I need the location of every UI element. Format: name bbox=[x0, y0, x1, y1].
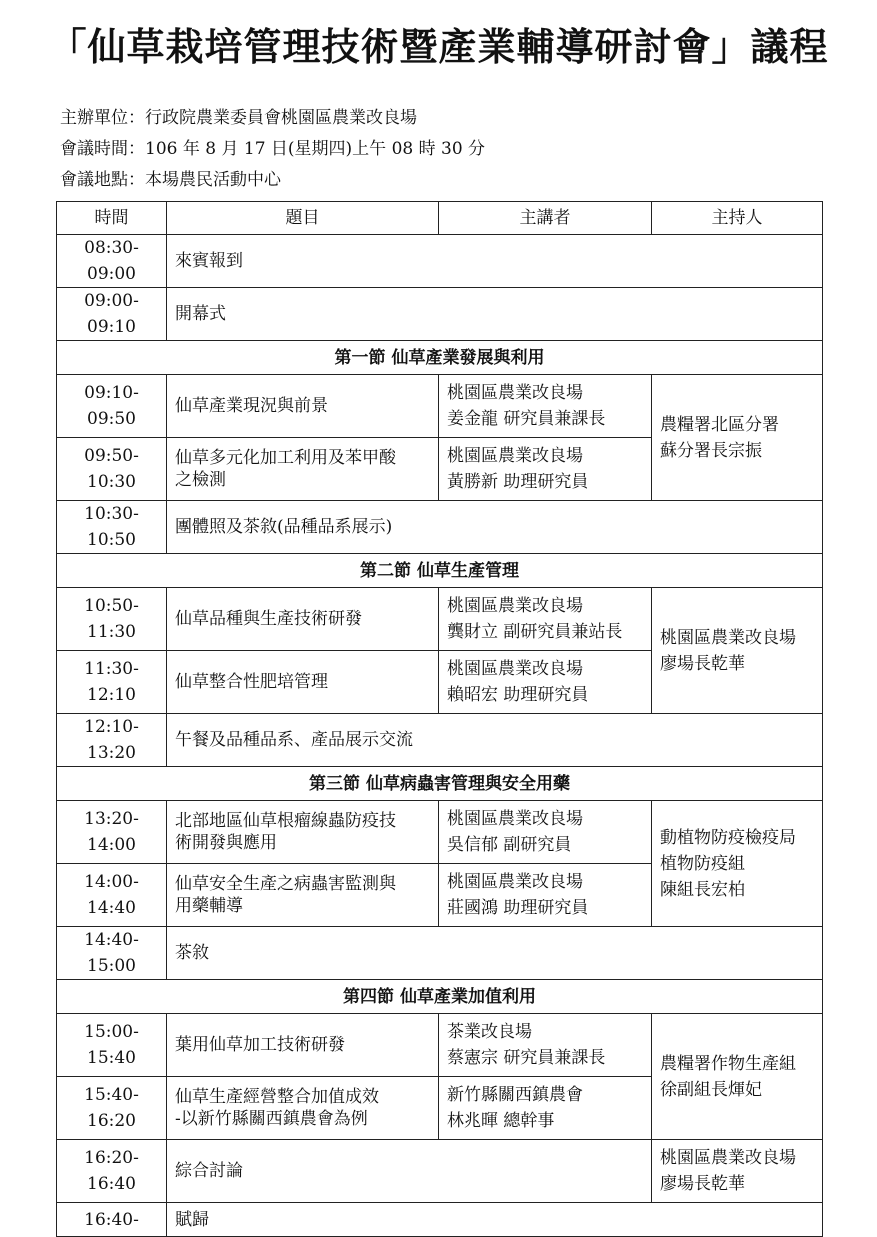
host-cell bbox=[652, 801, 823, 927]
time-cell: 09:00-09:10 bbox=[57, 288, 167, 341]
topic-cell: 茶敘 bbox=[167, 927, 823, 980]
speaker-cell bbox=[439, 864, 652, 927]
speaker-cell bbox=[439, 651, 652, 714]
time-cell: 10:30-10:50 bbox=[57, 501, 167, 554]
speaker-name: 賴昭宏 助理研究員 bbox=[447, 685, 589, 705]
topic-cell: 綜合討論 bbox=[167, 1140, 652, 1203]
topic-line: 北部地區仙草根瘤線蟲防疫技 bbox=[175, 811, 396, 831]
meeting-venue-line: 會議地點：本場農民活動中心 bbox=[60, 170, 281, 190]
section-title: 第一節 仙草產業發展與利用 bbox=[57, 341, 823, 375]
section-row bbox=[57, 980, 823, 1014]
table-row bbox=[57, 927, 823, 980]
section-title: 第二節 仙草生產管理 bbox=[57, 554, 823, 588]
host-org: 桃園區農業改良場 bbox=[660, 1148, 796, 1168]
topic-line: 之檢測 bbox=[175, 470, 226, 490]
table-row bbox=[57, 1140, 823, 1203]
section-row bbox=[57, 554, 823, 588]
time-cell: 12:10-13:20 bbox=[57, 714, 167, 767]
table-row bbox=[57, 588, 823, 651]
section-title: 第四節 仙草產業加值利用 bbox=[57, 980, 823, 1014]
table-row bbox=[57, 801, 823, 864]
topic-line: 仙草多元化加工利用及苯甲酸 bbox=[175, 448, 396, 468]
speaker-org: 茶業改良場 bbox=[447, 1022, 532, 1042]
document-title: 「仙草栽培管理技術暨產業輔導研討會」議程 bbox=[48, 25, 829, 69]
host-name: 廖場長乾華 bbox=[660, 1174, 745, 1194]
topic-cell: 團體照及茶敘(品種品系展示) bbox=[167, 501, 823, 554]
time-cell: 11:30-12:10 bbox=[57, 651, 167, 714]
speaker-cell bbox=[439, 588, 652, 651]
topic-cell: 葉用仙草加工技術研發 bbox=[167, 1014, 439, 1077]
topic-cell: 午餐及品種品系、產品展示交流 bbox=[167, 714, 823, 767]
topic-line: 仙草安全生產之病蟲害監測與 bbox=[175, 874, 396, 894]
speaker-name: 吳信郁 副研究員 bbox=[447, 835, 572, 855]
host-name: 陳組長宏柏 bbox=[660, 879, 745, 900]
speaker-org: 桃園區農業改良場 bbox=[447, 659, 583, 679]
agenda-table bbox=[56, 201, 823, 1237]
header-speaker: 主講者 bbox=[439, 202, 652, 235]
time-cell: 09:50-10:30 bbox=[57, 438, 167, 501]
section-title: 第三節 仙草病蟲害管理與安全用藥 bbox=[57, 767, 823, 801]
header-host: 主持人 bbox=[652, 202, 823, 235]
speaker-name: 莊國鴻 助理研究員 bbox=[447, 898, 589, 918]
table-row bbox=[57, 235, 823, 288]
speaker-cell bbox=[439, 1014, 652, 1077]
time-cell: 08:30-09:00 bbox=[57, 235, 167, 288]
speaker-name: 黃勝新 助理研究員 bbox=[447, 472, 589, 492]
speaker-name: 蔡憲宗 研究員兼課長 bbox=[447, 1048, 606, 1068]
host-org: 農糧署作物生產組 bbox=[660, 1053, 796, 1074]
host-name: 廖場長乾華 bbox=[660, 653, 745, 674]
table-row bbox=[57, 1014, 823, 1077]
topic-cell: 來賓報到 bbox=[167, 235, 823, 288]
speaker-org: 桃園區農業改良場 bbox=[447, 872, 583, 892]
table-row bbox=[57, 714, 823, 767]
speaker-cell bbox=[439, 438, 652, 501]
topic-cell: 仙草產業現況與前景 bbox=[167, 375, 439, 438]
topic-cell: 開幕式 bbox=[167, 288, 823, 341]
time-cell: 16:40- bbox=[57, 1203, 167, 1237]
topic-line: -以新竹縣關西鎮農會為例 bbox=[175, 1109, 368, 1129]
host-cell bbox=[652, 1014, 823, 1140]
speaker-org: 桃園區農業改良場 bbox=[447, 596, 583, 616]
speaker-cell bbox=[439, 801, 652, 864]
time-cell: 10:50-11:30 bbox=[57, 588, 167, 651]
speaker-org: 桃園區農業改良場 bbox=[447, 383, 583, 403]
table-row bbox=[57, 288, 823, 341]
table-row bbox=[57, 501, 823, 554]
speaker-org: 桃園區農業改良場 bbox=[447, 446, 583, 466]
host-name: 徐副組長煇妃 bbox=[660, 1079, 762, 1100]
time-cell: 14:00-14:40 bbox=[57, 864, 167, 927]
host-org: 動植物防疫檢疫局 bbox=[660, 827, 796, 848]
topic-cell: 仙草整合性肥培管理 bbox=[167, 651, 439, 714]
topic-cell bbox=[167, 864, 439, 927]
time-cell: 14:40-15:00 bbox=[57, 927, 167, 980]
header-topic: 題目 bbox=[167, 202, 439, 235]
speaker-org: 桃園區農業改良場 bbox=[447, 809, 583, 829]
section-row bbox=[57, 341, 823, 375]
topic-line: 仙草生產經營整合加值成效 bbox=[175, 1087, 379, 1107]
section-row bbox=[57, 767, 823, 801]
topic-cell bbox=[167, 438, 439, 501]
topic-cell: 仙草品種與生產技術研發 bbox=[167, 588, 439, 651]
speaker-cell bbox=[439, 375, 652, 438]
host-cell bbox=[652, 375, 823, 501]
time-cell: 15:40-16:20 bbox=[57, 1077, 167, 1140]
table-row bbox=[57, 375, 823, 438]
host-cell bbox=[652, 588, 823, 714]
meeting-time-line: 會議時間：106 年 8 月 17 日(星期四)上午 08 時 30 分 bbox=[60, 139, 486, 159]
table-row bbox=[57, 1203, 823, 1237]
host-org: 桃園區農業改良場 bbox=[660, 627, 796, 648]
topic-line: 用藥輔導 bbox=[175, 896, 243, 916]
speaker-name: 姜金龍 研究員兼課長 bbox=[447, 409, 606, 429]
header-time: 時間 bbox=[57, 202, 167, 235]
topic-cell bbox=[167, 801, 439, 864]
time-cell: 09:10-09:50 bbox=[57, 375, 167, 438]
topic-cell: 賦歸 bbox=[167, 1203, 823, 1237]
time-cell: 15:00-15:40 bbox=[57, 1014, 167, 1077]
topic-cell bbox=[167, 1077, 439, 1140]
host-org: 農糧署北區分署 bbox=[660, 414, 779, 435]
topic-line: 術開發與應用 bbox=[175, 833, 277, 853]
speaker-name: 龔財立 副研究員兼站長 bbox=[447, 622, 623, 642]
time-cell: 13:20-14:00 bbox=[57, 801, 167, 864]
speaker-org: 新竹縣關西鎮農會 bbox=[447, 1085, 583, 1105]
host-cell bbox=[652, 1140, 823, 1203]
time-cell: 16:20-16:40 bbox=[57, 1140, 167, 1203]
host-name: 蘇分署長宗振 bbox=[660, 440, 762, 461]
host-unit: 植物防疫組 bbox=[660, 853, 745, 874]
speaker-cell bbox=[439, 1077, 652, 1140]
organizer-line: 主辦單位：行政院農業委員會桃園區農業改良場 bbox=[60, 108, 417, 128]
header-row bbox=[57, 202, 823, 235]
speaker-name: 林兆暉 總幹事 bbox=[447, 1111, 555, 1131]
